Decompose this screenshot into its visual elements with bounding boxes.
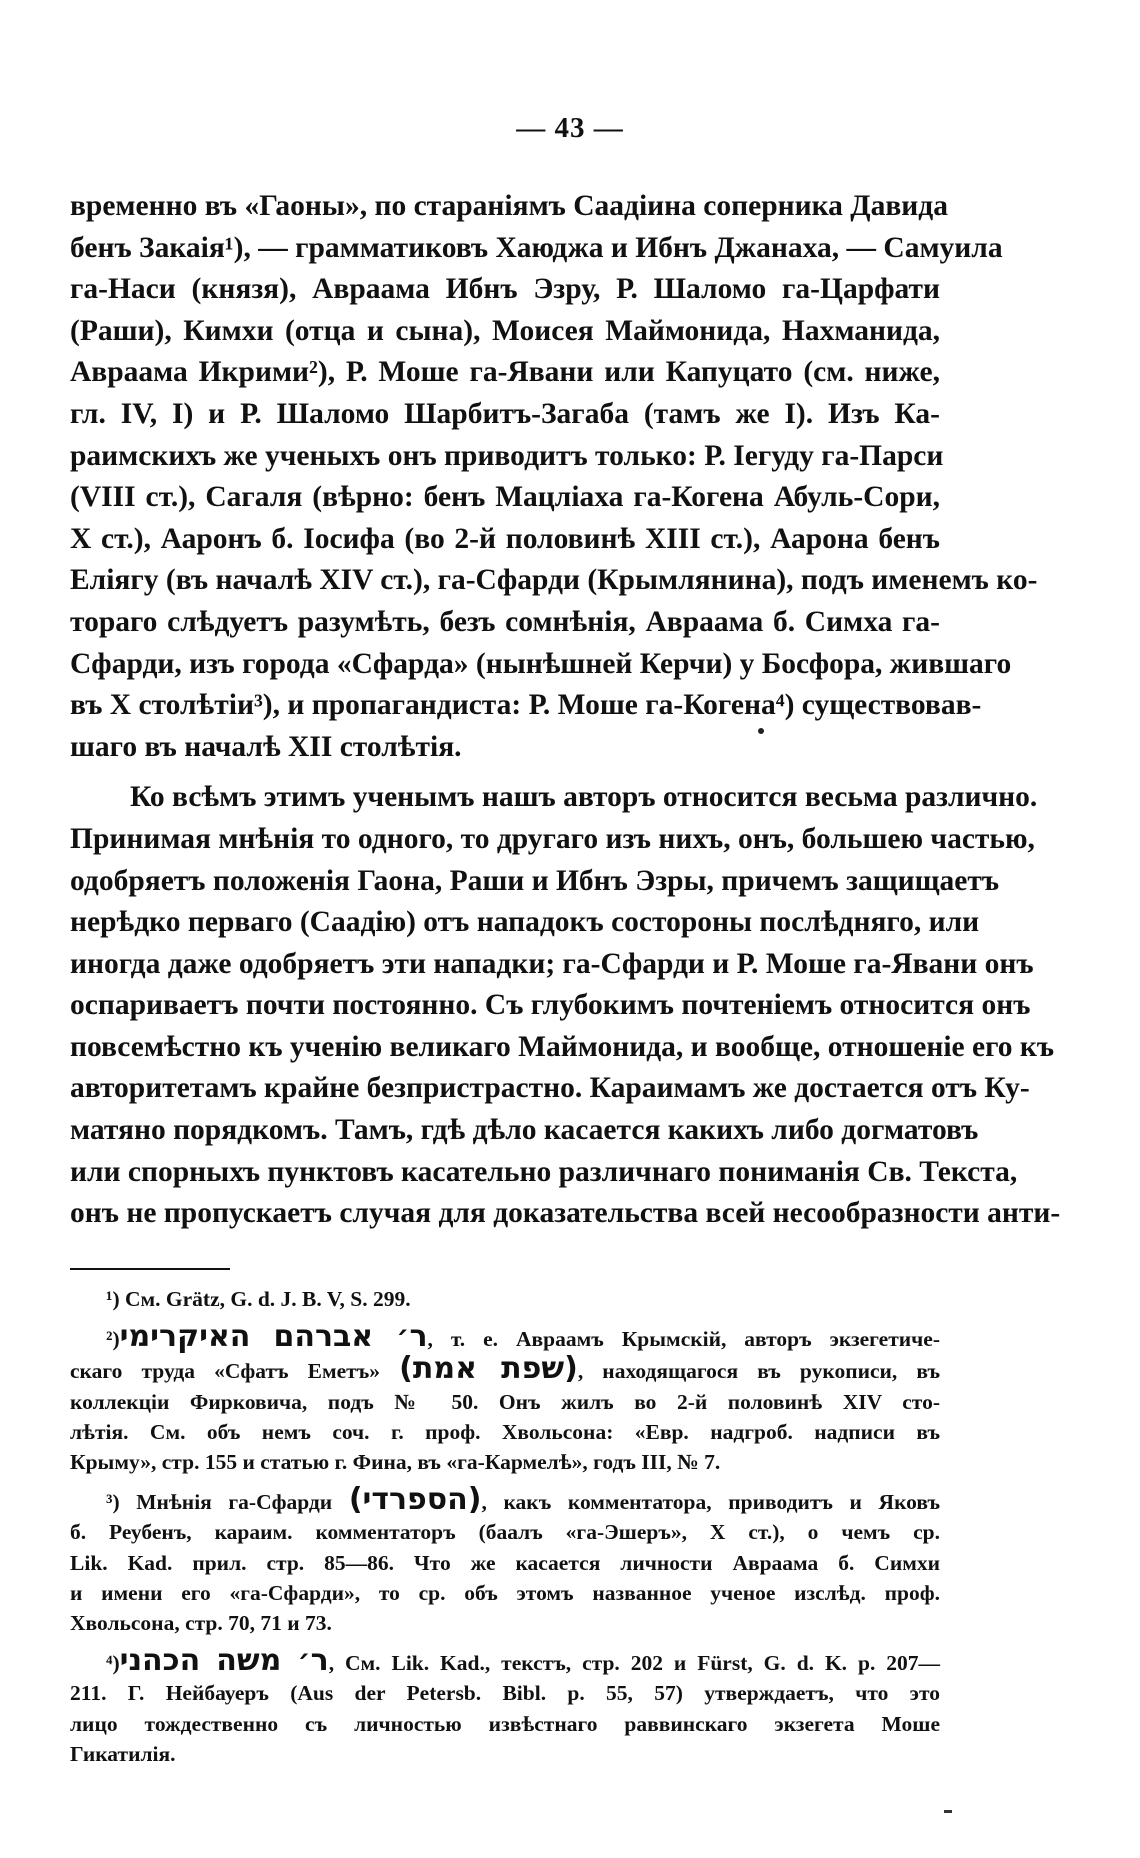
text-line: одобряетъ положенія Гаона, Раши и Ибнъ Эзры, причемъ защищаетъ <box>70 864 1000 897</box>
footnote-3-line: Lik. Kad. прил. стр. 85—86. Что же касается личности Авраама б. Симхи <box>70 1550 940 1575</box>
text-line: шаго въ началѣ XII столѣтія. <box>70 730 462 763</box>
footnote-text: , См. Lik. Kad., текстъ, стр. 202 и Fürst, G. d. K. p. 207— <box>328 1651 940 1676</box>
text-line: X ст.), Ааронъ б. Іосифа (во 2-й половинѣ XIII ст.), Аарона бенъ <box>70 522 940 555</box>
text-line: Авраама Икрими²), Р. Моше га-Явани или Капуцато (см. ниже, <box>70 356 940 389</box>
hebrew-text: (שפת אמת) <box>399 1351 578 1387</box>
text-line: въ X столѣтіи³), и пропагандиста: Р. Моше га-Когена⁴) существовав- <box>70 689 982 722</box>
text-line: онъ не пропускаетъ случая для доказательства всей несообразности анти- <box>70 1197 1061 1230</box>
hebrew-text: ר׳ משה הכהני <box>119 1643 329 1679</box>
main-text <box>70 186 1061 1235</box>
hebrew-text: ר׳ אברהם האיקרימי <box>119 1319 428 1355</box>
text-line: Сфарди, изъ города «Сфарда» (нынѣшней Керчи) у Босфора, жившаго <box>70 647 1012 680</box>
text-line: Еліягу (въ началѣ XIV ст.), га-Сфарди (Крымлянина), подъ именемъ ко- <box>70 564 1038 597</box>
text-line: иногда даже одобряетъ эти нападки; га-Сфарди и Р. Моше га-Явани онъ <box>70 947 1034 980</box>
footnote-2-line: коллекціи Фирковича, подъ № 50. Онъ жилъ во 2-й половинѣ XIV сто- <box>70 1389 940 1414</box>
footnote-text: ³) Мнѣнія га-Сфарди <box>106 1490 333 1515</box>
footnote-3-line: Хвольсона, стр. 70, 71 и 73. <box>70 1611 332 1636</box>
text-line: матяно порядкомъ. Тамъ, гдѣ дѣло касается какихъ либо догматовъ <box>70 1114 979 1147</box>
footnote-4-line: Гикатилія. <box>70 1741 176 1766</box>
print-speck <box>944 1810 952 1813</box>
text-line: раимскихъ же ученыхъ онъ приводитъ только: Р. Іегуду га-Парси <box>70 439 944 472</box>
text-line: бенъ Закаія¹), — грамматиковъ Хаюджа и Ибнъ Джанаха, — Самуила <box>70 231 1003 264</box>
footnotes <box>70 1284 940 1769</box>
footnote-3-line: и имени его «га-Сфарди», то ср. объ этомъ названное ученое изслѣд. проф. <box>70 1580 940 1605</box>
page-number: — 43 — <box>516 112 624 144</box>
text-line: Ко всѣмъ этимъ ученымъ нашъ авторъ относится весьма различно. <box>130 781 1038 814</box>
text-line: авторитетамъ крайне безпристрастно. Караимамъ же достается отъ Ку- <box>70 1072 1030 1105</box>
footnote-text: скаго труда «Сфатъ Еметъ» <box>70 1359 381 1384</box>
footnote-4-line: лицо тождественно съ личностью извѣстнаго раввинскаго экзегета Моше <box>70 1711 940 1736</box>
text-line: (Раши), Кимхи (отца и сына), Моисея Маймонида, Нахманида, <box>70 314 940 347</box>
footnote-marker: ²) <box>106 1327 120 1352</box>
footnote-3-line: б. Реубенъ, караим. комментаторъ (баалъ «га-Эшеръ», X ст.), о чемъ ср. <box>70 1520 940 1545</box>
footnote-2-line <box>70 1351 941 1387</box>
text-line: оспариваетъ почти постоянно. Съ глубокимъ почтеніемъ относится онъ <box>70 989 1031 1022</box>
footnote-divider <box>70 1268 230 1270</box>
footnote-2-line <box>70 1319 940 1355</box>
footnote-2-line: лѣтія. См. объ немъ соч. г. проф. Хвольсона: «Евр. надгроб. надписи въ <box>70 1419 940 1444</box>
footnote-2-line: Крыму», стр. 155 и статью г. Фина, въ «га-Кармелѣ», годъ III, № 7. <box>70 1450 721 1475</box>
text-line: Принимая мнѣнія то одного, то другаго изъ нихъ, онъ, большею частью, <box>70 822 1035 855</box>
text-line: гл. IV, I) и Р. Шаломо Шарбитъ-Загаба (тамъ же I). Изъ Ка- <box>70 397 940 430</box>
text-line: тораго слѣдуетъ разумѣть, безъ сомнѣнія, Авраама б. Симха га- <box>70 605 940 638</box>
text-line: га-Наси (князя), Авраама Ибнъ Эзру, Р. Шаломо га-Царфати <box>70 273 940 306</box>
footnote-3-line <box>70 1482 941 1518</box>
footnote-marker: ⁴) <box>106 1651 120 1676</box>
text-line: или спорныхъ пунктовъ касательно различнаго пониманія Св. Текста, <box>70 1155 1018 1188</box>
text-line: повсемѣстно къ ученію великаго Маймонида, и вообще, отношеніе его къ <box>70 1030 1055 1063</box>
footnote-1: ¹) См. Grätz, G. d. J. B. V, S. 299. <box>106 1287 411 1311</box>
text-line: (VIII ст.), Сагаля (вѣрно: бенъ Мацліаха га-Когена Абуль-Сори, <box>70 481 940 514</box>
footnote-text: , т. е. Авраамъ Крымскій, авторъ экзегетиче- <box>427 1327 940 1352</box>
print-speck <box>758 728 764 734</box>
text-line: нерѣдко перваго (Саадію) отъ нападокъ состороны послѣдняго, или <box>70 906 980 939</box>
footnote-4-line: 211. Г. Нейбауеръ (Aus der Petersb. Bibl. p. 55, 57) утверждаетъ, что это <box>70 1681 940 1706</box>
text-line: временно въ «Гаоны», по стараніямъ Саадіина соперника Давида <box>70 190 948 222</box>
footnote-text: , какъ комментатора, приводитъ и Яковъ <box>481 1490 941 1515</box>
hebrew-text: (הספרדי) <box>348 1482 482 1518</box>
footnote-4-line <box>70 1643 940 1679</box>
footnote-text: , находящагося въ рукописи, въ <box>577 1359 941 1384</box>
